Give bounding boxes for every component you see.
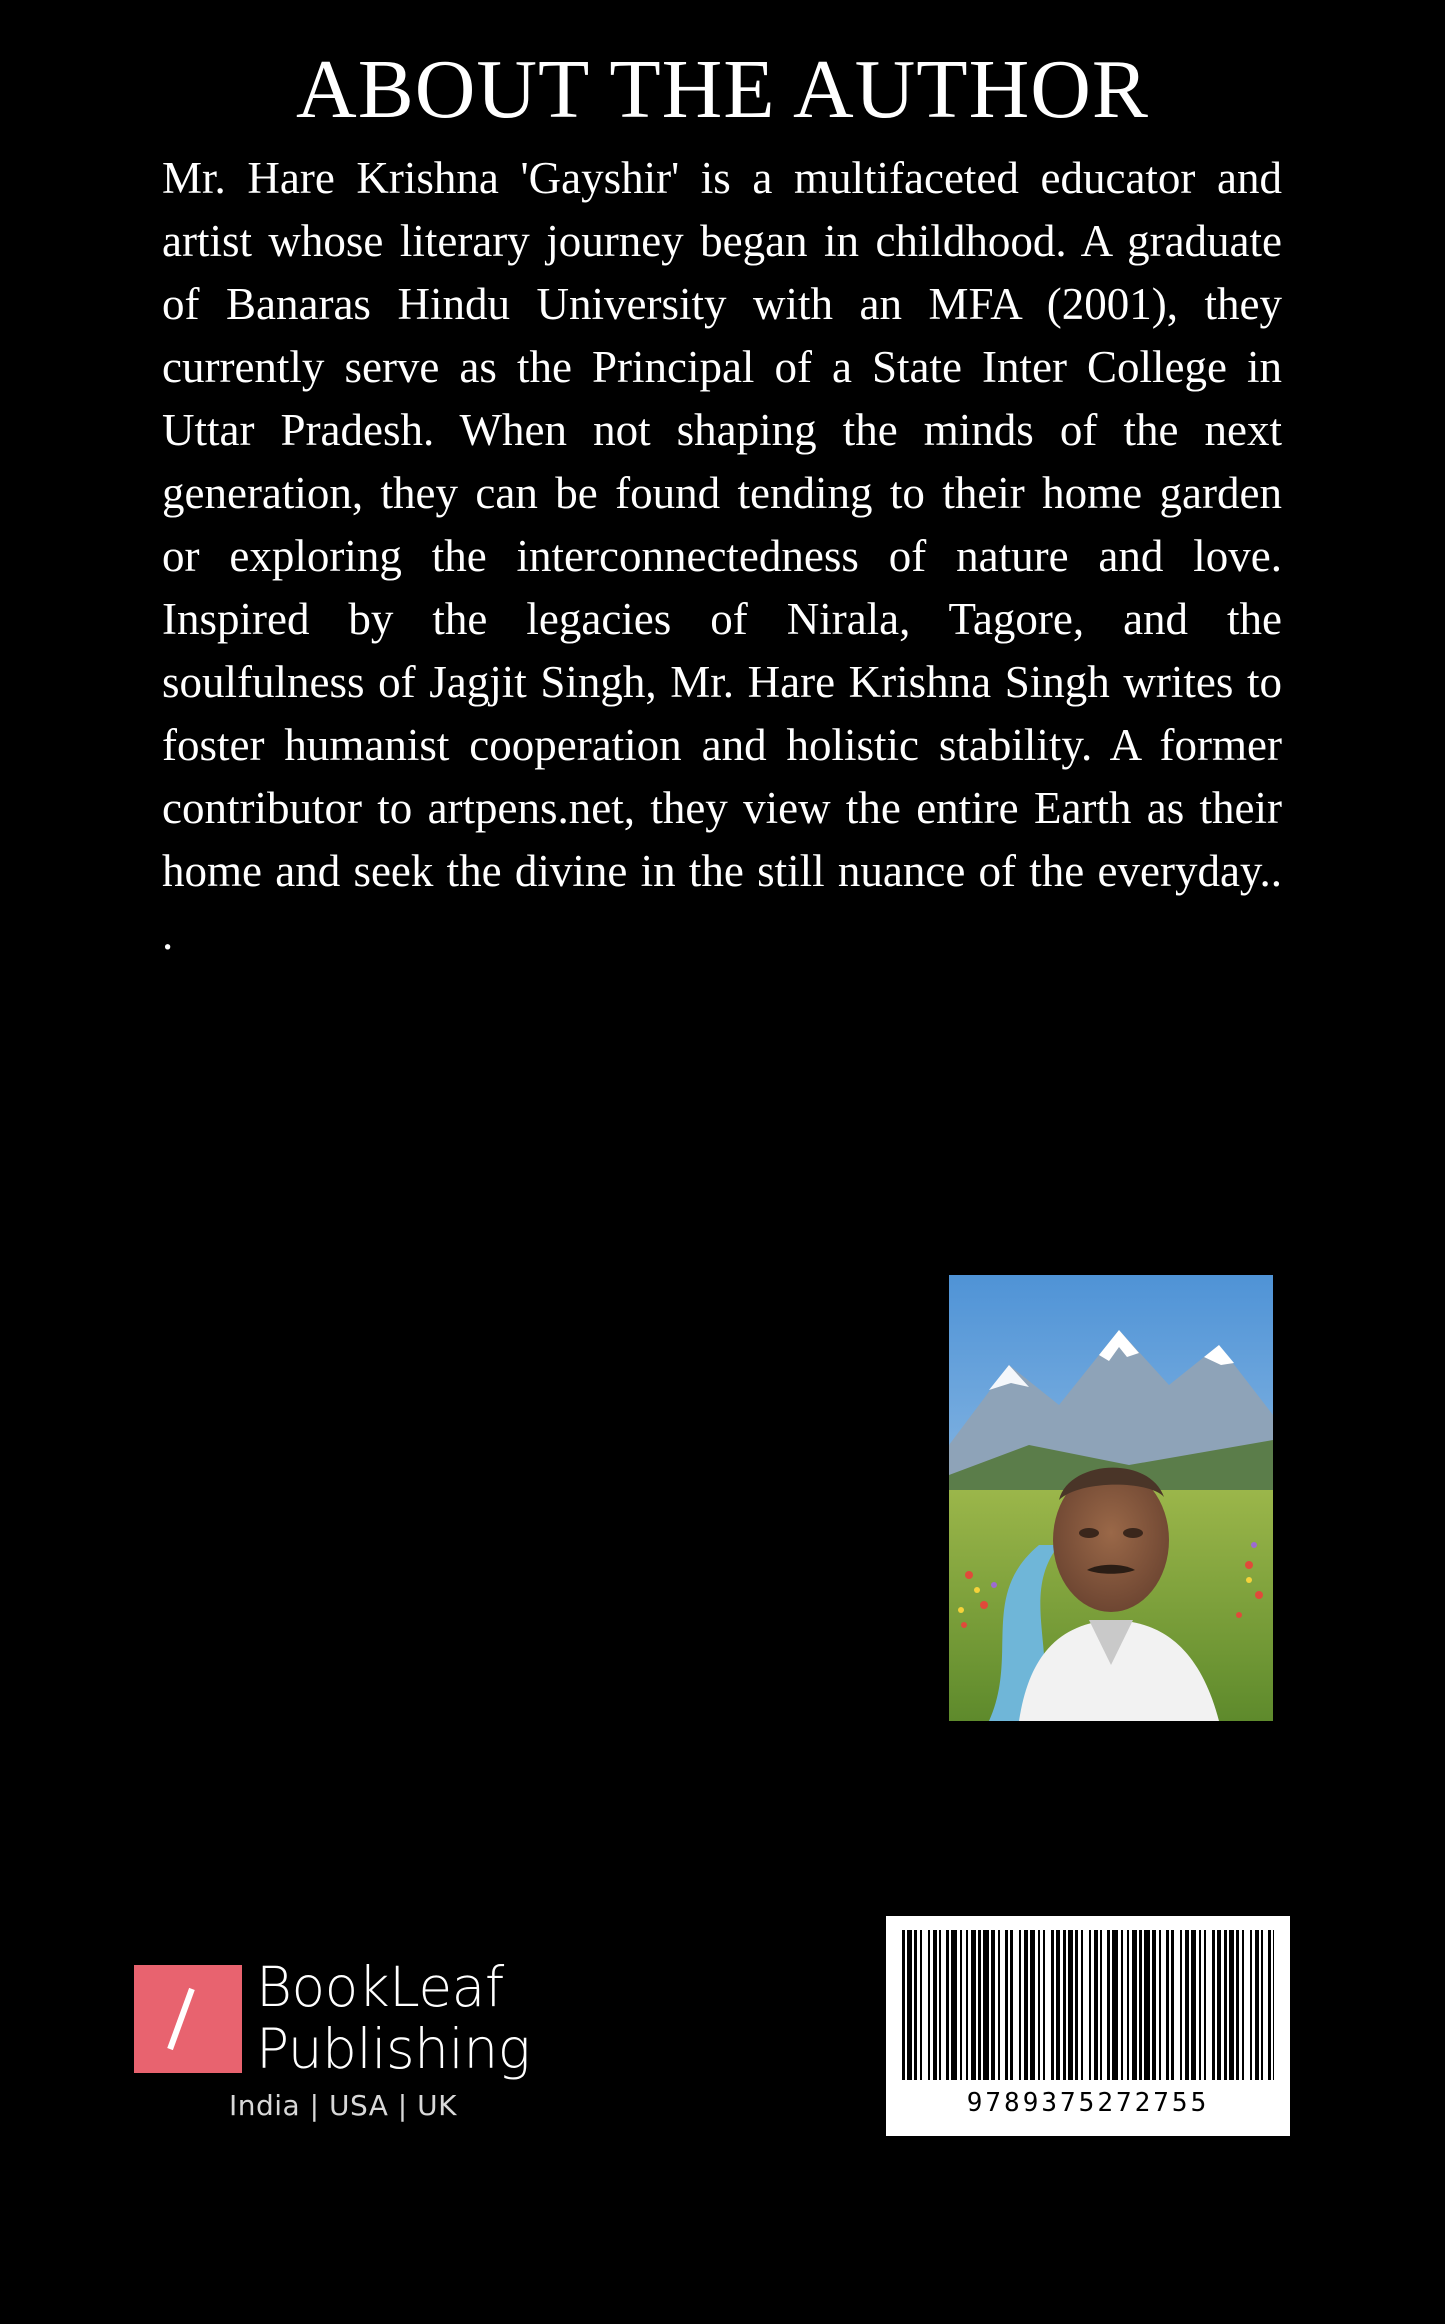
heading-about-the-author: ABOUT THE AUTHOR <box>296 43 1149 136</box>
publisher-locations: India | USA | UK <box>229 2089 457 2122</box>
author-photo <box>949 1275 1273 1721</box>
isbn-barcode <box>886 1916 1290 2136</box>
publisher-name <box>256 1956 530 2080</box>
publisher-logo-mark <box>134 1965 242 2073</box>
publisher-logo <box>134 1955 554 2132</box>
publisher-name-line2: Publishing <box>256 2017 531 2081</box>
publisher-name-line1: BookLeaf <box>256 1955 504 2019</box>
author-bio: Mr. Hare Krishna 'Gayshir' is a multifaceted educator and artist whose literary journey began in childhood. A graduate of Banaras Hindu University with an MFA (2001), they currently serve as the Principal of a State Inter College in Uttar Pradesh. When not shaping the minds of the next generation, they can be found tending to their home garden or exploring the interconnectedness of nature and love. Inspired by the legacies of Nirala, Tagore, and the soulfulness of Jagjit Singh, Mr. Hare Krishna Singh writes to foster humanist cooperation and holistic stability. A former contributor to artpens.net, they view the entire Earth as their home and seek the divine in the still nuance of the everyday.. . <box>162 153 1282 959</box>
isbn-number: 9789375272755 <box>966 2088 1210 2118</box>
barcode-bars <box>902 1930 1274 2080</box>
